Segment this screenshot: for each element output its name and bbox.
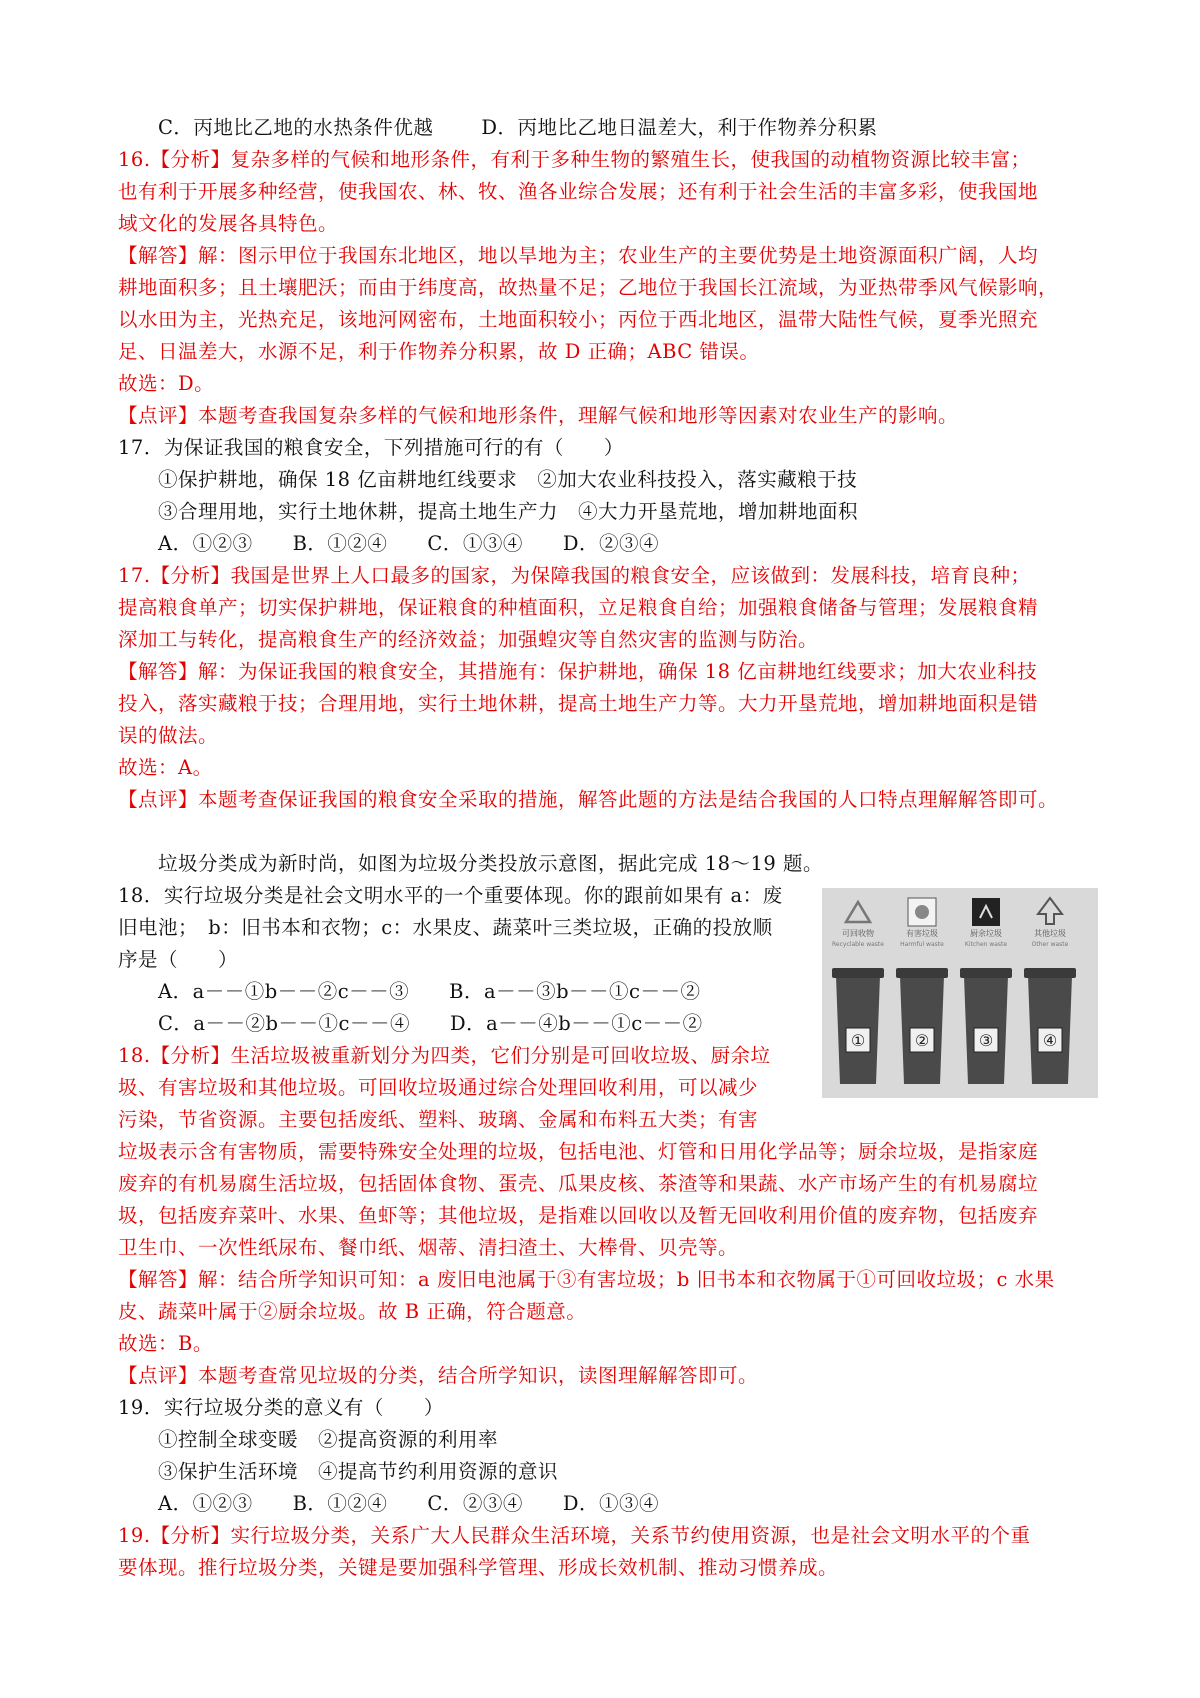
q17-item-line: ①保护耕地，确保 18 亿亩耕地红线要求 ②加大农业科技投入，落实藏粮于技 [158, 468, 858, 491]
a16-comment: 【点评】本题考查我国复杂多样的气候和地形条件，理解气候和地形等因素对农业生产的影响。 [118, 404, 959, 427]
q19-item-line: ③保护生活环境 ④提高节约利用资源的意识 [158, 1460, 559, 1483]
a18-choice: 故选：B。 [118, 1332, 213, 1355]
bin-lid [896, 968, 948, 978]
a16-answer-line: 【解答】解：图示甲位于我国东北地区，地以旱地为主；农业生产的主要优势是土地资源面积广阔，人均 [118, 244, 1039, 267]
a17-analysis-line: 提高粮食单产；切实保护耕地，保证粮食的种植面积，立足粮食自给；加强粮食储备与管理；发展粮食精 [118, 596, 1039, 619]
bin-harmful [896, 898, 948, 1084]
a16-answer-line: 足、日温差大，水源不足，利于作物养分积累，故 D 正确；ABC 错误。 [118, 340, 760, 363]
a18-analysis-line: 卫生巾、一次性纸尿布、餐巾纸、烟蒂、清扫渣土、大棒骨、贝壳等。 [118, 1236, 739, 1259]
q15-option-c: C．丙地比乙地的水热条件优越 [158, 116, 434, 139]
q18-stem-line: 18．实行垃圾分类是社会文明水平的一个重要体现。你的跟前如果有 a：废 [118, 884, 783, 907]
a18-comment: 【点评】本题考查常见垃圾的分类，结合所学知识，读图理解解答即可。 [118, 1364, 759, 1387]
q19-item-line: ①控制全球变暖 ②提高资源的利用率 [158, 1428, 499, 1451]
a17-answer-line: 误的做法。 [118, 724, 219, 747]
a18-analysis-line: 污染，节省资源。主要包括废纸、塑料、玻璃、金属和布料五大类；有害 [118, 1108, 759, 1131]
q18-stem-line: 旧电池； b：旧书本和衣物；c：水果皮、蔬菜叶三类垃圾，正确的投放顺 [118, 916, 773, 939]
q15-options-cd [158, 112, 878, 144]
q18-stem-line: 序是（ ） [118, 948, 239, 971]
bin-number: ③ [978, 1031, 994, 1050]
a18-analysis-line: 圾，包括废弃菜叶、水果、鱼虾等；其他垃圾，是指难以回收以及暂无回收利用价值的废弃物，包括废弃 [118, 1204, 1039, 1227]
bin-other [1024, 898, 1076, 1084]
a16-analysis-line: 域文化的发展各具特色。 [118, 212, 339, 235]
bin-lid [1024, 968, 1076, 978]
q18-options-line: C．a－－②b－－①c－－④ D．a－－④b－－①c－－② [158, 1012, 703, 1035]
a17-analysis-line: 深加工与转化，提高粮食生产的经济效益；加强蝗灾等自然灾害的监测与防治。 [118, 628, 819, 651]
a18-analysis-line: 废弃的有机易腐生活垃圾，包括固体食物、蛋壳、瓜果皮核、茶渣等和果蔬、水产市场产生的有机易腐垃 [118, 1172, 1039, 1195]
a18-analysis-line: 18.【分析】生活垃圾被重新划分为四类，它们分别是可回收垃圾、厨余垃 [118, 1044, 771, 1067]
bin-kitchen [960, 898, 1012, 1084]
q17-options: A．①②③ B．①②④ C．①③④ D．②③④ [158, 532, 659, 555]
a16-analysis-line: 16.【分析】复杂多样的气候和地形条件，有利于多种生物的繁殖生长，使我国的动植物资源比较丰富； [118, 148, 1031, 171]
a19-analysis-line: 19.【分析】实行垃圾分类，关系广大人民群众生活环境，关系节约使用资源，也是社会文明水平的个重 [118, 1524, 1031, 1547]
garbage-sorting-figure [822, 888, 1098, 1098]
bin-label: 可回收物 [842, 929, 874, 938]
q18-options-line: A．a－－①b－－②c－－③ B．a－－③b－－①c－－② [158, 980, 701, 1003]
bin-lid [960, 968, 1012, 978]
a18-analysis-line: 垃圾表示含有害物质，需要特殊安全处理的垃圾，包括电池、灯管和日用化学品等；厨余垃圾，是指家庭 [118, 1140, 1039, 1163]
bin-sublabel: Kitchen waste [964, 941, 1008, 948]
a16-analysis-line: 也有利于开展多种经营，使我国农、林、牧、渔各业综合发展；还有利于社会生活的丰富多彩，使我国地 [118, 180, 1039, 203]
bin-label: 厨余垃圾 [970, 929, 1002, 938]
bin-sublabel: Harmful waste [900, 941, 944, 948]
recycle-icon [846, 902, 870, 922]
bin-label: 有害垃圾 [906, 929, 938, 938]
bin-number: ① [850, 1031, 866, 1050]
a18-analysis-line: 圾、有害垃圾和其他垃圾。可回收垃圾通过综合处理回收利用，可以减少 [118, 1076, 759, 1099]
bin-number: ④ [1042, 1031, 1058, 1050]
a16-choice: 故选：D。 [118, 372, 215, 395]
q19-options: A．①②③ B．①②④ C．②③④ D．①③④ [158, 1492, 659, 1515]
section-intro: 垃圾分类成为新时尚，如图为垃圾分类投放示意图，据此完成 18～19 题。 [158, 852, 824, 875]
bin-number: ② [914, 1031, 930, 1050]
q19-stem: 19．实行垃圾分类的意义有（ ） [118, 1396, 444, 1419]
a17-answer-line: 投入，落实藏粮于技；合理用地，实行土地休耕，提高土地生产力等。大力开垦荒地，增加耕地面积是错 [118, 692, 1039, 715]
a18-answer-line: 【解答】解：结合所学知识可知：a 废旧电池属于③有害垃圾；b 旧书本和衣物属于①可回收垃圾；c 水果 [118, 1268, 1055, 1291]
other-icon [1038, 898, 1062, 924]
q15-option-d: D．丙地比乙地日温差大，利于作物养分积累 [481, 116, 878, 139]
q17-item-line: ③合理用地，实行土地休耕，提高土地生产力 ④大力开垦荒地，增加耕地面积 [158, 500, 859, 523]
garbage-bins-illustration [822, 888, 1098, 1098]
bin-recyclable [832, 902, 884, 1084]
kitchen-icon [972, 898, 1000, 926]
q17-stem: 17．为保证我国的粮食安全，下列措施可行的有（ ） [118, 436, 624, 459]
a16-answer-line: 以水田为主，光热充足，该地河网密布，土地面积较小；丙位于西北地区，温带大陆性气候，夏季光照充 [118, 308, 1039, 331]
bin-lid [832, 968, 884, 978]
a17-comment: 【点评】本题考查保证我国的粮食安全采取的措施，解答此题的方法是结合我国的人口特点理解解答即可。 [118, 788, 1059, 811]
bin-label: 其他垃圾 [1034, 929, 1066, 938]
a19-analysis-line: 要体现。推行垃圾分类，关键是要加强科学管理、形成长效机制、推动习惯养成。 [118, 1556, 839, 1579]
a17-choice: 故选：A。 [118, 756, 213, 779]
a17-answer-line: 【解答】解：为保证我国的粮食安全，其措施有：保护耕地，确保 18 亿亩耕地红线要求；加大农业科技 [118, 660, 1038, 683]
bin-sublabel: Recyclable waste [832, 941, 884, 948]
a18-answer-line: 皮、蔬菜叶属于②厨余垃圾。故 B 正确，符合题意。 [118, 1300, 587, 1323]
a17-analysis-line: 17.【分析】我国是世界上人口最多的国家，为保障我国的粮食安全，应该做到：发展科技，培育良种； [118, 564, 1031, 587]
bin-sublabel: Other waste [1031, 941, 1069, 948]
a16-answer-line: 耕地面积多；且土壤肥沃；而由于纬度高，故热量不足；乙地位于我国长江流域，为亚热带季风气候影响， [118, 276, 1059, 299]
battery-dot [915, 905, 929, 919]
